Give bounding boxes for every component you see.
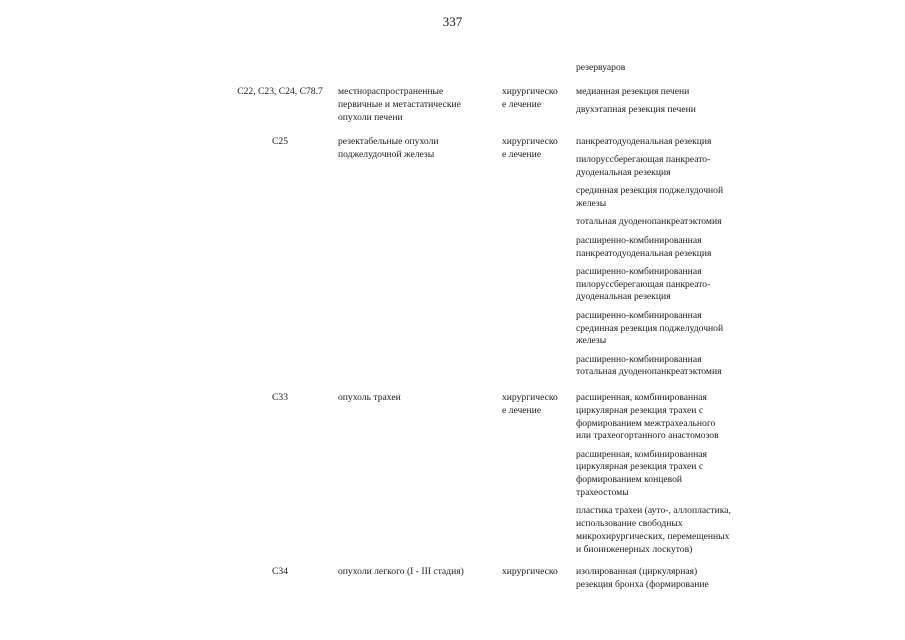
- treatment-method-line: дуоденальная резекция: [576, 291, 671, 303]
- treatment-method: [576, 136, 758, 149]
- icd-code-line: C34: [272, 566, 288, 577]
- treatment-methods-cell: [576, 136, 758, 385]
- table-row: [228, 566, 768, 606]
- treatment-method-line: резервуаров: [576, 62, 626, 73]
- treatment-method-line: или трахеогортанного анастомозов: [576, 430, 719, 442]
- treatment-method-line: срединная резекция поджелудочной: [576, 185, 724, 197]
- treatment-method-line: железы: [576, 335, 607, 347]
- treatment-method-line: микрохирургических, перемещенных: [576, 530, 730, 542]
- table-row: [228, 136, 768, 388]
- diagnosis-cell: [338, 86, 498, 124]
- treatment-method-line: изолированная (циркулярная): [576, 566, 698, 577]
- table-row: [228, 392, 768, 562]
- treatment-methods-cell: [576, 566, 758, 597]
- treatment-method-line: панкреатодуоденальная резекция: [576, 247, 712, 259]
- icd-code-cell: [228, 86, 332, 99]
- treatment-method: [576, 62, 758, 75]
- treatment-method: [576, 354, 758, 380]
- treatment-type-cell: [502, 136, 570, 162]
- treatment-method-line: тотальная дуоденопанкреатэктомия: [576, 216, 722, 228]
- treatment-method-line: резекция бронха (формирование: [576, 578, 709, 590]
- treatment-method-line: двухэтапная резекция печени: [576, 104, 696, 116]
- treatment-method: [576, 505, 758, 556]
- treatment-method-line: расширенно-комбинированная: [576, 234, 702, 246]
- diagnosis-line: опухоли легкого (I - III стадия): [338, 566, 464, 577]
- icd-code-line: C33: [272, 392, 288, 403]
- treatment-method: [576, 266, 758, 304]
- treatment-line: е лечение: [502, 404, 542, 416]
- table-row: [228, 62, 768, 82]
- treatment-line: хирургическо: [502, 566, 558, 577]
- icd-code-cell: [228, 392, 332, 405]
- diagnosis-cell: [338, 136, 498, 162]
- table-row: [228, 86, 768, 132]
- treatment-method: [576, 154, 758, 180]
- icd-code-cell: [228, 566, 332, 579]
- diagnosis-cell: [338, 566, 498, 579]
- treatment-method: [576, 235, 758, 261]
- diagnosis-line: поджелудочной железы: [338, 148, 435, 160]
- treatment-method-line: расширенная, комбинированная: [576, 392, 707, 403]
- treatment-type-cell: [502, 566, 570, 579]
- treatment-line: е лечение: [502, 98, 542, 110]
- treatment-method-line: расширенно-комбинированная: [576, 309, 702, 321]
- treatment-type-cell: [502, 86, 570, 112]
- treatment-method-line: расширенно-комбинированная: [576, 353, 702, 365]
- treatment-methods-cell: [576, 86, 758, 123]
- treatment-line: е лечение: [502, 148, 542, 160]
- treatment-type-cell: [502, 392, 570, 418]
- page-number: 337: [442, 14, 463, 29]
- treatment-method: [576, 185, 758, 211]
- diagnosis-line: опухоль трахеи: [338, 392, 401, 403]
- diagnosis-line: местнораспространенные: [338, 86, 444, 97]
- treatment-method-line: срединная резекция поджелудочной: [576, 322, 724, 334]
- icd-code-line: C22, C23, C24, C78.7: [237, 86, 323, 97]
- diagnosis-line: опухоли печени: [338, 111, 403, 123]
- treatment-method-line: дуоденальная резекция: [576, 167, 671, 179]
- treatment-method: [576, 392, 758, 443]
- treatment-method-line: железы: [576, 198, 607, 210]
- treatment-method: [576, 310, 758, 348]
- treatment-method-line: пилоруссберегающая панкреато-: [576, 278, 711, 290]
- diagnosis-line: резектабельные опухоли: [338, 136, 439, 147]
- treatment-method-line: пилоруссберегающая панкреато-: [576, 154, 711, 166]
- treatment-line: хирургическо: [502, 392, 558, 403]
- treatment-method-line: пластика трахеи (ауто-, аллопластика,: [576, 505, 731, 517]
- treatment-methods-cell: [576, 62, 758, 80]
- treatment-method-line: формированием межтрахеального: [576, 417, 716, 429]
- treatment-method: [576, 216, 758, 229]
- icd-code-line: C25: [272, 136, 288, 147]
- treatment-method: [576, 104, 758, 117]
- icd-code-cell: [228, 136, 332, 149]
- treatment-method-line: использование свободных: [576, 518, 683, 530]
- treatment-method-line: медианная резекция печени: [576, 86, 690, 97]
- treatment-method: [576, 86, 758, 99]
- treatment-method-line: панкреатодуоденальная резекция: [576, 136, 712, 147]
- procedures-table: [228, 62, 768, 606]
- treatment-line: хирургическо: [502, 136, 558, 147]
- treatment-method-line: тотальная дуоденопанкреатэктомия: [576, 366, 722, 378]
- treatment-line: хирургическо: [502, 86, 558, 97]
- diagnosis-line: первичные и метастатические: [338, 98, 461, 110]
- treatment-method: [576, 449, 758, 500]
- treatment-method-line: и биоинженерных лоскутов): [576, 543, 693, 555]
- treatment-method-line: циркулярная резекция трахеи с: [576, 461, 704, 473]
- treatment-method-line: расширенно-комбинированная: [576, 265, 702, 277]
- treatment-method-line: трахеостомы: [576, 487, 629, 499]
- treatment-method-line: расширенная, комбинированная: [576, 448, 707, 460]
- diagnosis-cell: [338, 392, 498, 405]
- treatment-method-line: формированием концевой: [576, 474, 683, 486]
- treatment-method-line: циркулярная резекция трахеи с: [576, 404, 704, 416]
- treatment-methods-cell: [576, 392, 758, 562]
- treatment-method: [576, 566, 758, 592]
